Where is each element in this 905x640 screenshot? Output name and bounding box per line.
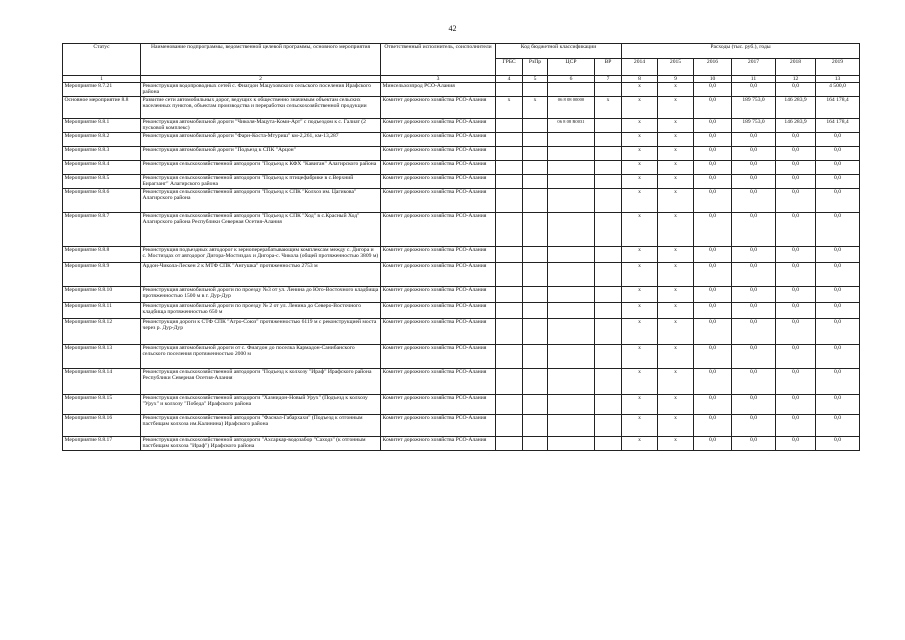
status-cell: Мероприятие 8.8.7 — [63, 212, 141, 246]
year-2017-cell: 189 753,0 — [732, 96, 776, 118]
table-row — [63, 118, 860, 132]
csr-cell — [548, 146, 595, 160]
table-row — [63, 302, 860, 318]
year-2014-cell: х — [622, 118, 658, 132]
executor-cell: Комитет дорожного хозяйства РСО-Алания — [381, 436, 496, 450]
year-2015-cell: х — [658, 118, 694, 132]
rzpr-cell — [523, 146, 548, 160]
executor-cell: Комитет дорожного хозяйства РСО-Алания — [381, 146, 496, 160]
year-2016-cell: 0,0 — [694, 146, 732, 160]
year-2017-cell: 0,0 — [732, 318, 776, 344]
vr-cell — [595, 262, 622, 286]
name-cell: Реконструкция автомобильной дороги "Фарн-Коста-Мтуриш" км-2,261, км-13,287 — [141, 132, 381, 146]
year-2015-cell: х — [658, 246, 694, 262]
csr-cell — [548, 174, 595, 188]
csr-cell: 06 8 08 R0031 — [548, 118, 595, 132]
status-cell: Основное мероприятие 8.8 — [63, 96, 141, 118]
grbs-cell — [496, 318, 523, 344]
year-2015-cell: х — [658, 414, 694, 436]
year-2015-cell: х — [658, 212, 694, 246]
subheader-cell: ВР — [595, 59, 622, 76]
table-row — [63, 286, 860, 302]
year-2019-cell: 0,0 — [816, 414, 860, 436]
csr-cell — [548, 246, 595, 262]
year-2014-cell: х — [622, 212, 658, 246]
subheader-cell: 2017 — [732, 59, 776, 76]
grbs-cell — [496, 188, 523, 212]
vr-cell — [595, 83, 622, 96]
year-2018-cell: 0,0 — [776, 132, 816, 146]
name-cell: Реконструкция дороги к СТФ СПК "Агро-Союз" протяженностью 6119 м с реконструкцией моста через р. Дур-Дур — [141, 318, 381, 344]
year-2018-cell: 0,0 — [776, 246, 816, 262]
year-2016-cell: 0,0 — [694, 262, 732, 286]
year-2015-cell: х — [658, 188, 694, 212]
grbs-cell — [496, 246, 523, 262]
year-2017-cell: 0,0 — [732, 286, 776, 302]
name-cell: Развитие сети автомобильных дорог, ведущих к общественно значимым объектам сельских населенных пунктов, объектам производства и переработки сельскохозяйственной продукции — [141, 96, 381, 118]
year-2017-cell: 0,0 — [732, 188, 776, 212]
header-name: Наименование подпрограммы, ведомственной целевой программы, основного мероприятия — [141, 44, 381, 76]
rzpr-cell — [523, 318, 548, 344]
rzpr-cell — [523, 302, 548, 318]
rzpr-cell — [523, 118, 548, 132]
year-2016-cell: 0,0 — [694, 212, 732, 246]
grbs-cell — [496, 212, 523, 246]
executor-cell: Комитет дорожного хозяйства РСО-Алания — [381, 262, 496, 286]
csr-cell — [548, 344, 595, 368]
rzpr-cell — [523, 174, 548, 188]
year-2018-cell: 0,0 — [776, 368, 816, 394]
year-2017-cell: 0,0 — [732, 436, 776, 450]
year-2015-cell: х — [658, 394, 694, 414]
rzpr-cell — [523, 344, 548, 368]
executor-cell: Комитет дорожного хозяйства РСО-Алания — [381, 344, 496, 368]
table-row — [63, 318, 860, 344]
csr-cell — [548, 262, 595, 286]
vr-cell — [595, 286, 622, 302]
column-number: 13 — [816, 76, 860, 83]
year-2015-cell: х — [658, 146, 694, 160]
table-row — [63, 368, 860, 394]
csr-cell — [548, 83, 595, 96]
year-2019-cell: 0,0 — [816, 212, 860, 246]
year-2015-cell: х — [658, 132, 694, 146]
year-2015-cell: х — [658, 160, 694, 174]
table-row — [63, 174, 860, 188]
subheader-cell: 2019 — [816, 59, 860, 76]
executor-cell: Комитет дорожного хозяйства РСО-Алания — [381, 212, 496, 246]
name-cell: Реконструкция автомобильной дороги по проезду № 2 от ул. Ленина до Северо-Восточного кладбища протяженностью 650 м — [141, 302, 381, 318]
year-2014-cell: х — [622, 302, 658, 318]
vr-cell — [595, 174, 622, 188]
grbs-cell — [496, 174, 523, 188]
year-2016-cell: 0,0 — [694, 318, 732, 344]
grbs-cell — [496, 368, 523, 394]
column-number: 9 — [658, 76, 694, 83]
year-2016-cell: 0,0 — [694, 302, 732, 318]
status-cell: Мероприятие 8.8.11 — [63, 302, 141, 318]
grbs-cell — [496, 83, 523, 96]
column-number: 5 — [523, 76, 548, 83]
csr-cell — [548, 188, 595, 212]
year-2016-cell: 0,0 — [694, 188, 732, 212]
column-number: 4 — [496, 76, 523, 83]
year-2018-cell: 0,0 — [776, 174, 816, 188]
year-2019-cell: 0,0 — [816, 262, 860, 286]
name-cell: Реконструкция сельскохозяйственной автодороги "Подъезд к колхозу "Ираф" Ирафского района Республики Северная Осетия-Алания — [141, 368, 381, 394]
column-number: 2 — [141, 76, 381, 83]
csr-cell — [548, 302, 595, 318]
executor-cell: Комитет дорожного хозяйства РСО-Алания — [381, 96, 496, 118]
year-2015-cell: х — [658, 174, 694, 188]
table-row — [63, 344, 860, 368]
name-cell: Реконструкция сельскохозяйственной автодороги "Хазнидон-Новый Урух" (Подъезд к колхозу "Урух" и колхозу "Победа" Ирафского района — [141, 394, 381, 414]
year-2017-cell: 0,0 — [732, 394, 776, 414]
name-cell: Реконструкция автомобильной дороги "Чиколя-Мацута-Коми-Арт" с подъездом к с. Галиат (2 пусковой комплекс) — [141, 118, 381, 132]
vr-cell — [595, 414, 622, 436]
year-2017-cell: 0,0 — [732, 174, 776, 188]
table-row — [63, 146, 860, 160]
grbs-cell — [496, 394, 523, 414]
status-cell: Мероприятие 8.8.2 — [63, 132, 141, 146]
year-2019-cell: 4 500,0 — [816, 83, 860, 96]
table-row — [63, 83, 860, 96]
table-row — [63, 160, 860, 174]
year-2015-cell: х — [658, 344, 694, 368]
year-2018-cell: 0,0 — [776, 212, 816, 246]
year-2019-cell: 0,0 — [816, 302, 860, 318]
year-2018-cell: 0,0 — [776, 286, 816, 302]
executor-cell: Комитет дорожного хозяйства РСО-Алания — [381, 188, 496, 212]
vr-cell: х — [595, 96, 622, 118]
table-row — [63, 132, 860, 146]
vr-cell — [595, 318, 622, 344]
grbs-cell — [496, 118, 523, 132]
column-number-row — [63, 76, 860, 83]
year-2018-cell: 0,0 — [776, 394, 816, 414]
table-row — [63, 96, 860, 118]
year-2018-cell: 0,0 — [776, 302, 816, 318]
executor-cell: Комитет дорожного хозяйства РСО-Алания — [381, 368, 496, 394]
subheader-cell: ГРБС — [496, 59, 523, 76]
grbs-cell — [496, 286, 523, 302]
year-2015-cell: х — [658, 436, 694, 450]
year-2016-cell: 0,0 — [694, 286, 732, 302]
vr-cell — [595, 302, 622, 318]
name-cell: Реконструкция сельскохозяйственной автодороги "Подъезд к СПК "Колхоз им. Цагикова" Алагирского района — [141, 188, 381, 212]
status-cell: Мероприятие 8.8.4 — [63, 160, 141, 174]
executor-cell: Комитет дорожного хозяйства РСО-Алания — [381, 246, 496, 262]
name-cell: Реконструкция сельскохозяйственной автодороги "Подъезд к птицефабрике в с.Верхний Бирагзанг" Алагирского района — [141, 174, 381, 188]
executor-cell: Комитет дорожного хозяйства РСО-Алания — [381, 174, 496, 188]
year-2017-cell: 0,0 — [732, 302, 776, 318]
year-2017-cell: 0,0 — [732, 146, 776, 160]
year-2018-cell: 146 283,9 — [776, 118, 816, 132]
name-cell: Реконструкция водопроводных сетей с. Фиагдон Мацуховского сельского поселения Ирафского района — [141, 83, 381, 96]
column-number: 11 — [732, 76, 776, 83]
status-cell: Мероприятие 8.8.16 — [63, 414, 141, 436]
page-number: 42 — [448, 24, 457, 33]
grbs-cell — [496, 146, 523, 160]
name-cell: Реконструкция автомобильной дороги по проезду №3 от ул. Ленина до Юго-Восточного кладбища протяженностью 1500 м в г. Дур-Дур — [141, 286, 381, 302]
name-cell: Ардон-Чикола-Лескен 2 к МТФ СПК "Ангушка" протяженностью 2753 м — [141, 262, 381, 286]
executor-cell: Комитет дорожного хозяйства РСО-Алания — [381, 394, 496, 414]
table-row — [63, 394, 860, 414]
year-2019-cell: 0,0 — [816, 174, 860, 188]
subheader-cell: 2018 — [776, 59, 816, 76]
header-budget-code: Код бюджетной классификации — [496, 44, 622, 59]
rzpr-cell — [523, 160, 548, 174]
year-2016-cell: 0,0 — [694, 394, 732, 414]
column-number: 8 — [622, 76, 658, 83]
csr-cell: 06 8 08 00000 — [548, 96, 595, 118]
year-2014-cell: х — [622, 344, 658, 368]
year-2014-cell: х — [622, 436, 658, 450]
year-2019-cell: 0,0 — [816, 368, 860, 394]
status-cell: Мероприятие 8.8.12 — [63, 318, 141, 344]
header-expenses: Расходы (тыс. руб.), годы — [622, 44, 860, 59]
year-2016-cell: 0,0 — [694, 436, 732, 450]
rzpr-cell — [523, 394, 548, 414]
executor-cell: Комитет дорожного хозяйства РСО-Алания — [381, 414, 496, 436]
year-2019-cell: 0,0 — [816, 246, 860, 262]
status-cell: Мероприятие 8.8.1 — [63, 118, 141, 132]
csr-cell — [548, 414, 595, 436]
year-2017-cell: 0,0 — [732, 212, 776, 246]
vr-cell — [595, 188, 622, 212]
subheader-cell: 2016 — [694, 59, 732, 76]
status-cell: Мероприятие 8.8.8 — [63, 246, 141, 262]
grbs-cell — [496, 436, 523, 450]
year-2019-cell: 0,0 — [816, 132, 860, 146]
year-2018-cell: 0,0 — [776, 414, 816, 436]
year-2014-cell: х — [622, 368, 658, 394]
rzpr-cell — [523, 286, 548, 302]
rzpr-cell — [523, 188, 548, 212]
year-2014-cell: х — [622, 96, 658, 118]
name-cell: Реконструкция автомобильной дороги от с. Фиагдон до поселка Кармадон-Санибанского сельского поселения протяженностью 2000 м — [141, 344, 381, 368]
vr-cell — [595, 246, 622, 262]
year-2017-cell: 0,0 — [732, 344, 776, 368]
year-2019-cell: 0,0 — [816, 286, 860, 302]
vr-cell — [595, 146, 622, 160]
status-cell: Мероприятие 8.8.17 — [63, 436, 141, 450]
status-cell: Мероприятие 8.8.5 — [63, 174, 141, 188]
rzpr-cell — [523, 212, 548, 246]
budget-table — [62, 43, 860, 451]
csr-cell — [548, 132, 595, 146]
name-cell: Реконструкция подъездных автодорог к зерноперерабатывающим комплексам между с. Дигора и с. Мостиздах от автодорог Дигора-Мостиздах и Дигора-с. Чикола (общей протяженностью 3809 м) — [141, 246, 381, 262]
year-2016-cell: 0,0 — [694, 414, 732, 436]
year-2017-cell: 0,0 — [732, 368, 776, 394]
csr-cell — [548, 160, 595, 174]
rzpr-cell — [523, 436, 548, 450]
year-2019-cell: 0,0 — [816, 394, 860, 414]
year-2015-cell: х — [658, 318, 694, 344]
name-cell: Реконструкция сельскохозяйственной автодороги "Фаснал-Габархахи" (Подъезд к отгонным пастбищам колхоза им.Калинина) Ирафского района — [141, 414, 381, 436]
year-2015-cell: х — [658, 83, 694, 96]
column-number: 1 — [63, 76, 141, 83]
vr-cell — [595, 118, 622, 132]
status-cell: Мероприятие 8.8.10 — [63, 286, 141, 302]
csr-cell — [548, 212, 595, 246]
year-2014-cell: х — [622, 394, 658, 414]
status-cell: Мероприятие 8.8.3 — [63, 146, 141, 160]
status-cell: Мероприятие 8.8.13 — [63, 344, 141, 368]
vr-cell — [595, 394, 622, 414]
table-row — [63, 436, 860, 450]
name-cell: Реконструкция сельскохозяйственной автодороги "Подъезд к СПК "Ход" в с.Красный Ход" Алагирского района Республики Северная Осетия-Алания — [141, 212, 381, 246]
year-2018-cell: 0,0 — [776, 344, 816, 368]
vr-cell — [595, 436, 622, 450]
year-2014-cell: х — [622, 146, 658, 160]
column-number: 3 — [381, 76, 496, 83]
executor-cell: Комитет дорожного хозяйства РСО-Алания — [381, 132, 496, 146]
year-2018-cell: 0,0 — [776, 436, 816, 450]
name-cell: Реконструкция автомобильной дороги "Подъезд к СПК "Арцон" — [141, 146, 381, 160]
csr-cell — [548, 368, 595, 394]
year-2016-cell: 0,0 — [694, 160, 732, 174]
year-2016-cell: 0,0 — [694, 344, 732, 368]
year-2016-cell: 0,0 — [694, 174, 732, 188]
subheader-cell: 2014 — [622, 59, 658, 76]
executor-cell: Комитет дорожного хозяйства РСО-Алания — [381, 286, 496, 302]
csr-cell — [548, 436, 595, 450]
column-number: 7 — [595, 76, 622, 83]
table-body — [63, 83, 860, 450]
year-2018-cell: 0,0 — [776, 160, 816, 174]
year-2017-cell: 0,0 — [732, 83, 776, 96]
year-2016-cell: 0,0 — [694, 368, 732, 394]
executor-cell: Комитет дорожного хозяйства РСО-Алания — [381, 318, 496, 344]
status-cell: Мероприятие 8.8.6 — [63, 188, 141, 212]
year-2018-cell: 0,0 — [776, 146, 816, 160]
year-2014-cell: х — [622, 262, 658, 286]
table-row — [63, 414, 860, 436]
rzpr-cell — [523, 262, 548, 286]
year-2018-cell: 146 283,9 — [776, 96, 816, 118]
year-2015-cell: х — [658, 368, 694, 394]
rzpr-cell — [523, 132, 548, 146]
year-2018-cell: 0,0 — [776, 318, 816, 344]
year-2017-cell: 0,0 — [732, 132, 776, 146]
vr-cell — [595, 160, 622, 174]
grbs-cell — [496, 132, 523, 146]
year-2014-cell: х — [622, 83, 658, 96]
year-2019-cell: 0,0 — [816, 318, 860, 344]
status-cell: Мероприятие 8.8.9 — [63, 262, 141, 286]
year-2014-cell: х — [622, 188, 658, 212]
status-cell: Мероприятие 8.7.21 — [63, 83, 141, 96]
grbs-cell: х — [496, 96, 523, 118]
year-2014-cell: х — [622, 318, 658, 344]
year-2019-cell: 0,0 — [816, 160, 860, 174]
grbs-cell — [496, 160, 523, 174]
table-row — [63, 188, 860, 212]
year-2019-cell: 0,0 — [816, 188, 860, 212]
year-2016-cell: 0,0 — [694, 83, 732, 96]
vr-cell — [595, 344, 622, 368]
table-row — [63, 262, 860, 286]
csr-cell — [548, 318, 595, 344]
year-2018-cell: 0,0 — [776, 262, 816, 286]
grbs-cell — [496, 344, 523, 368]
status-cell: Мероприятие 8.8.14 — [63, 368, 141, 394]
year-2015-cell: х — [658, 286, 694, 302]
year-2016-cell: 0,0 — [694, 118, 732, 132]
header-status: Статус — [63, 44, 141, 76]
subheader-cell: ЦСР — [548, 59, 595, 76]
year-2014-cell: х — [622, 246, 658, 262]
csr-cell — [548, 286, 595, 302]
vr-cell — [595, 132, 622, 146]
executor-cell: Комитет дорожного хозяйства РСО-Алания — [381, 118, 496, 132]
status-cell: Мероприятие 8.8.15 — [63, 394, 141, 414]
rzpr-cell — [523, 246, 548, 262]
rzpr-cell — [523, 414, 548, 436]
year-2018-cell: 0,0 — [776, 188, 816, 212]
name-cell: Реконструкция сельскохозяйственной автодороги "Подъезд к КФХ "Кавиган" Алагирского района — [141, 160, 381, 174]
year-2016-cell: 0,0 — [694, 96, 732, 118]
subheader-cell: 2015 — [658, 59, 694, 76]
year-2018-cell: 0,0 — [776, 83, 816, 96]
year-2015-cell: х — [658, 262, 694, 286]
year-2019-cell: 0,0 — [816, 436, 860, 450]
grbs-cell — [496, 262, 523, 286]
year-2019-cell: 0,0 — [816, 146, 860, 160]
year-2014-cell: х — [622, 132, 658, 146]
year-2014-cell: х — [622, 414, 658, 436]
year-2015-cell: х — [658, 96, 694, 118]
year-2019-cell: 164 178,4 — [816, 96, 860, 118]
executor-cell: Комитет дорожного хозяйства РСО-Алания — [381, 302, 496, 318]
executor-cell: Минсельхозпрод РСО-Алания — [381, 83, 496, 96]
header-executor: Ответственный исполнитель, соисполнители — [381, 44, 496, 76]
year-2014-cell: х — [622, 160, 658, 174]
year-2016-cell: 0,0 — [694, 132, 732, 146]
year-2017-cell: 0,0 — [732, 246, 776, 262]
column-number: 10 — [694, 76, 732, 83]
name-cell: Реконструкция сельскохозяйственной автодороги "Ахсаркар-водозабор "Саходз" (к отгонным пастбищам колхоза "Ираф") Ирафского района — [141, 436, 381, 450]
year-2017-cell: 0,0 — [732, 414, 776, 436]
column-number: 6 — [548, 76, 595, 83]
executor-cell: Комитет дорожного хозяйства РСО-Алания — [381, 160, 496, 174]
rzpr-cell — [523, 83, 548, 96]
year-2014-cell: х — [622, 174, 658, 188]
vr-cell — [595, 368, 622, 394]
column-number: 12 — [776, 76, 816, 83]
year-2019-cell: 164 178,4 — [816, 118, 860, 132]
year-2016-cell: 0,0 — [694, 246, 732, 262]
year-2014-cell: х — [622, 286, 658, 302]
year-2017-cell: 0,0 — [732, 262, 776, 286]
csr-cell — [548, 394, 595, 414]
vr-cell — [595, 212, 622, 246]
year-2017-cell: 0,0 — [732, 160, 776, 174]
rzpr-cell: х — [523, 96, 548, 118]
year-2017-cell: 189 753,0 — [732, 118, 776, 132]
rzpr-cell — [523, 368, 548, 394]
table-row — [63, 246, 860, 262]
year-2015-cell: х — [658, 302, 694, 318]
subheader-cell: РзПр — [523, 59, 548, 76]
table-row — [63, 212, 860, 246]
grbs-cell — [496, 414, 523, 436]
grbs-cell — [496, 302, 523, 318]
year-2019-cell: 0,0 — [816, 344, 860, 368]
